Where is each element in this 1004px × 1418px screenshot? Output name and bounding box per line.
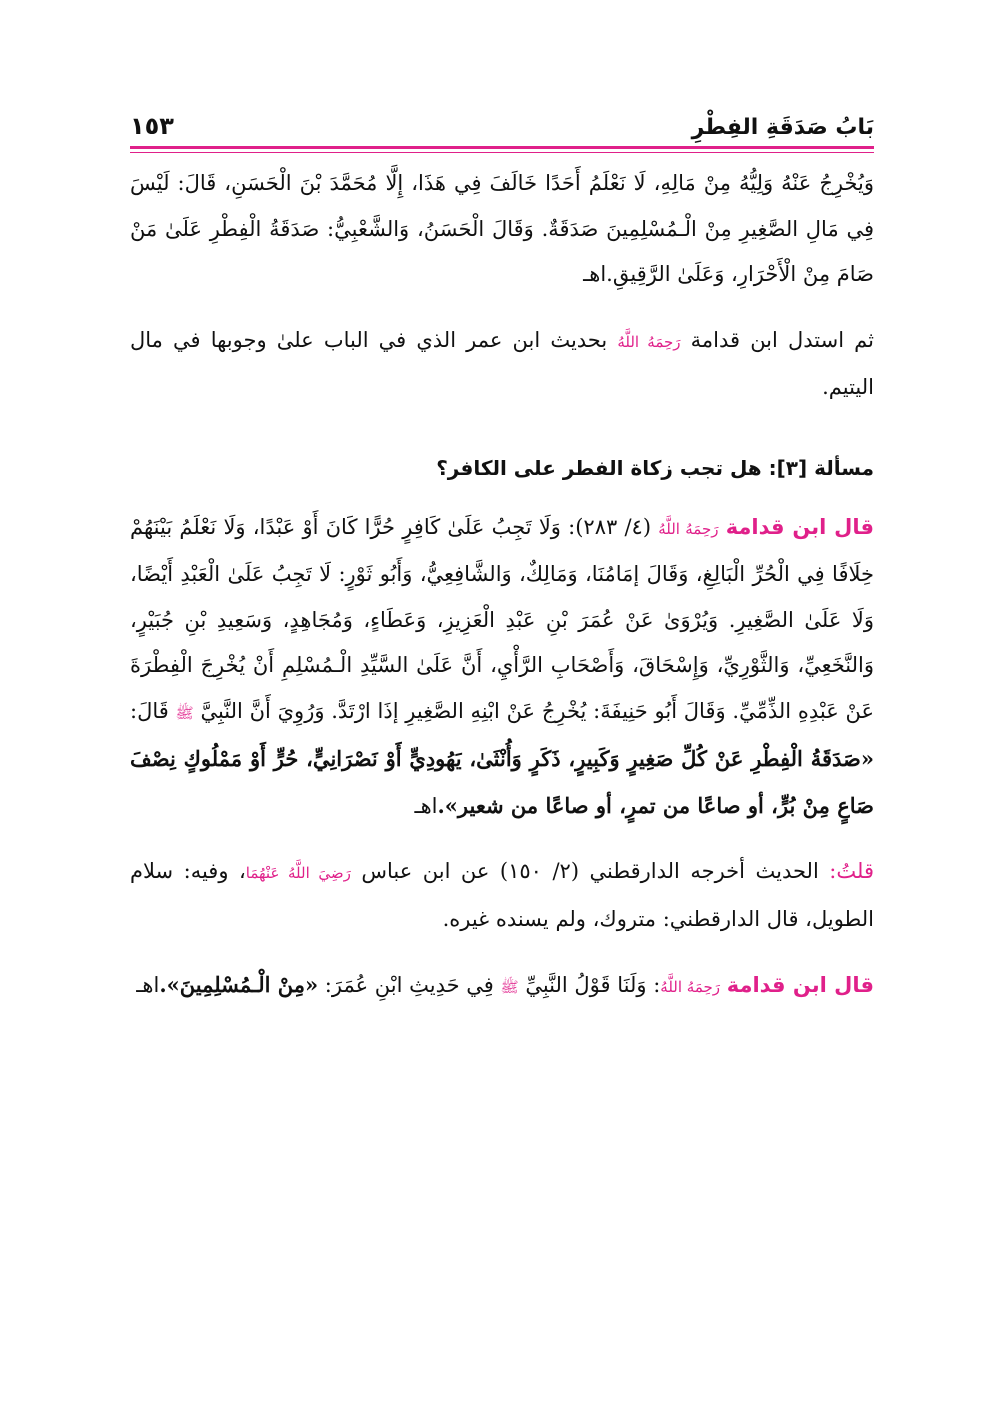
commentary-paragraph-2 bbox=[130, 849, 874, 942]
quoted-passage-1: وَيُخْرِجُ عَنْهُ وَلِيُّهُ مِنْ مَالِهِ، لَا نَعْلَمُ أَحَدًا خَالَفَ فِي هَذَا، إِلَّا مُحَمَّدَ بْنَ الْحَسَنِ، قَالَ: لَيْسَ فِي مَالِ الصَّغِيرِ مِنْ الْـمُسْلِمِينَ صَدَقَةٌ. وَقَالَ الْحَسَنُ، وَالشَّعْبِيُّ: صَدَقَةُ الْفِطْرِ عَلَىٰ مَنْ صَامَ مِنْ الْأَحْرَارِ، وَعَلَىٰ الرَّقِيقِ.اهـ bbox=[130, 171, 874, 286]
issue-question: هل تجب زكاة الفطر على الكافر؟ bbox=[436, 455, 762, 480]
header-rule-thin bbox=[130, 152, 874, 153]
honorific-mark: رَضِيَ اللَّهُ عَنْهُمَا bbox=[245, 864, 351, 882]
quoted-passage-2 bbox=[130, 505, 874, 830]
prophet-salutation: ﷺ bbox=[175, 703, 194, 722]
hadith-text: «صَدَقَةُ الْفِطْرِ عَنْ كُلِّ صَغِيرٍ وَكَبِيرٍ، ذَكَرٍ وَأُنْثَىٰ، يَهُودِيٍّ أَوْ نَصْرَانِيٍّ، حُرٍّ أَوْ مَمْلُوكٍ نِصْفَ صَاعٍ مِنْ بُرٍّ، أو صاعًا من تمرٍ، أو صاعًا من شعير». bbox=[130, 746, 874, 818]
end-marker: اهـ bbox=[414, 793, 438, 818]
passage-text: وَلَا تَجِبُ عَلَىٰ كَافِرٍ حُرًّا كَانَ أَوْ عَبْدًا، وَلَا نَعْلَمُ بَيْنَهُمْ خِلَافًا فِي الْحُرِّ الْبَالِغِ، وَقَالَ إمَامُنَا، وَمَالِكٌ، وَالشَّافِعِيُّ، وَأَبُو ثَوْرٍ: لَا تَجِبُ عَلَىٰ الْعَبْدِ أَيْضًا، وَلَا عَلَىٰ الصَّغِيرِ. وَيُرْوَىٰ عَنْ عُمَرَ بْنِ عَبْدِ الْعَزِيزِ، وَعَطَاءٍ، وَمُجَاهِدٍ، وَسَعِيدِ بْنِ جُبَيْرٍ، وَالنَّخَعِيِّ، وَالثَّوْرِيِّ، وَإِسْحَاقَ، وَأَصْحَابِ الرَّأْيِ، أَنَّ عَلَىٰ السَّيِّدِ الْـمُسْلِمِ أَنْ يُخْرِجَ الْفِطْرَةَ عَنْ عَبْدِهِ الذِّمِّيِّ. وَقَالَ أَبُو حَنِيفَةَ: يُخْرِجُ عَنْ ابْنِهِ الصَّغِيرِ إذَا ارْتَدَّ. وَرُوِيَ أَنَّ النَّبِيَّ bbox=[130, 514, 874, 723]
quoted-passage-3 bbox=[130, 962, 874, 1011]
passage-text: قَالَ: bbox=[130, 698, 169, 723]
passage-text: فِي حَدِيثِ ابْنِ عُمَرَ: bbox=[324, 973, 494, 997]
page-header bbox=[130, 100, 874, 144]
chapter-title: بَابُ صَدَقَةِ الفِطْرِ bbox=[691, 115, 874, 140]
commentary-text: الحديث أخرجه الدارقطني (٢/ ١٥٠) عن ابن عباس bbox=[361, 859, 819, 883]
source-reference: (٤/ ٢٨٣): bbox=[568, 514, 652, 539]
commentary-paragraph-1 bbox=[130, 318, 874, 411]
hadith-text: «مِنْ الْـمُسْلِمِينَ». bbox=[159, 972, 319, 997]
issue-label: مسألة [٣]: bbox=[768, 455, 874, 480]
page bbox=[130, 100, 874, 1011]
end-marker: اهـ bbox=[136, 973, 160, 997]
commentary-text: ثم استدل ابن قدامة bbox=[690, 327, 874, 352]
honorific-mark: رَحِمَهُ اللَّهُ bbox=[660, 978, 721, 996]
commentary-text: ، وفيه: سلام الطويل، قال الدارقطني: متروك، ولم يسنده غيره. bbox=[130, 859, 874, 931]
speaker-label: قال ابن قدامة bbox=[725, 514, 874, 539]
speaker-label: قال ابن قدامة bbox=[726, 973, 874, 997]
commentary-text: بحديث ابن عمر الذي في الباب علىٰ وجوبها في مال اليتيم. bbox=[130, 327, 874, 399]
honorific-mark: رَحِمَهُ اللَّهُ bbox=[658, 519, 719, 538]
honorific-mark: رَحِمَهُ اللَّهُ bbox=[617, 332, 681, 351]
issue-heading bbox=[130, 451, 874, 485]
page-number: ١٥٣ bbox=[130, 112, 174, 140]
passage-text: : وَلَنَا قَوْلُ النَّبِيِّ bbox=[525, 973, 661, 997]
header-rule-thick bbox=[130, 146, 874, 149]
speaker-label: قلتُ: bbox=[829, 859, 874, 883]
prophet-salutation: ﷺ bbox=[500, 978, 519, 996]
